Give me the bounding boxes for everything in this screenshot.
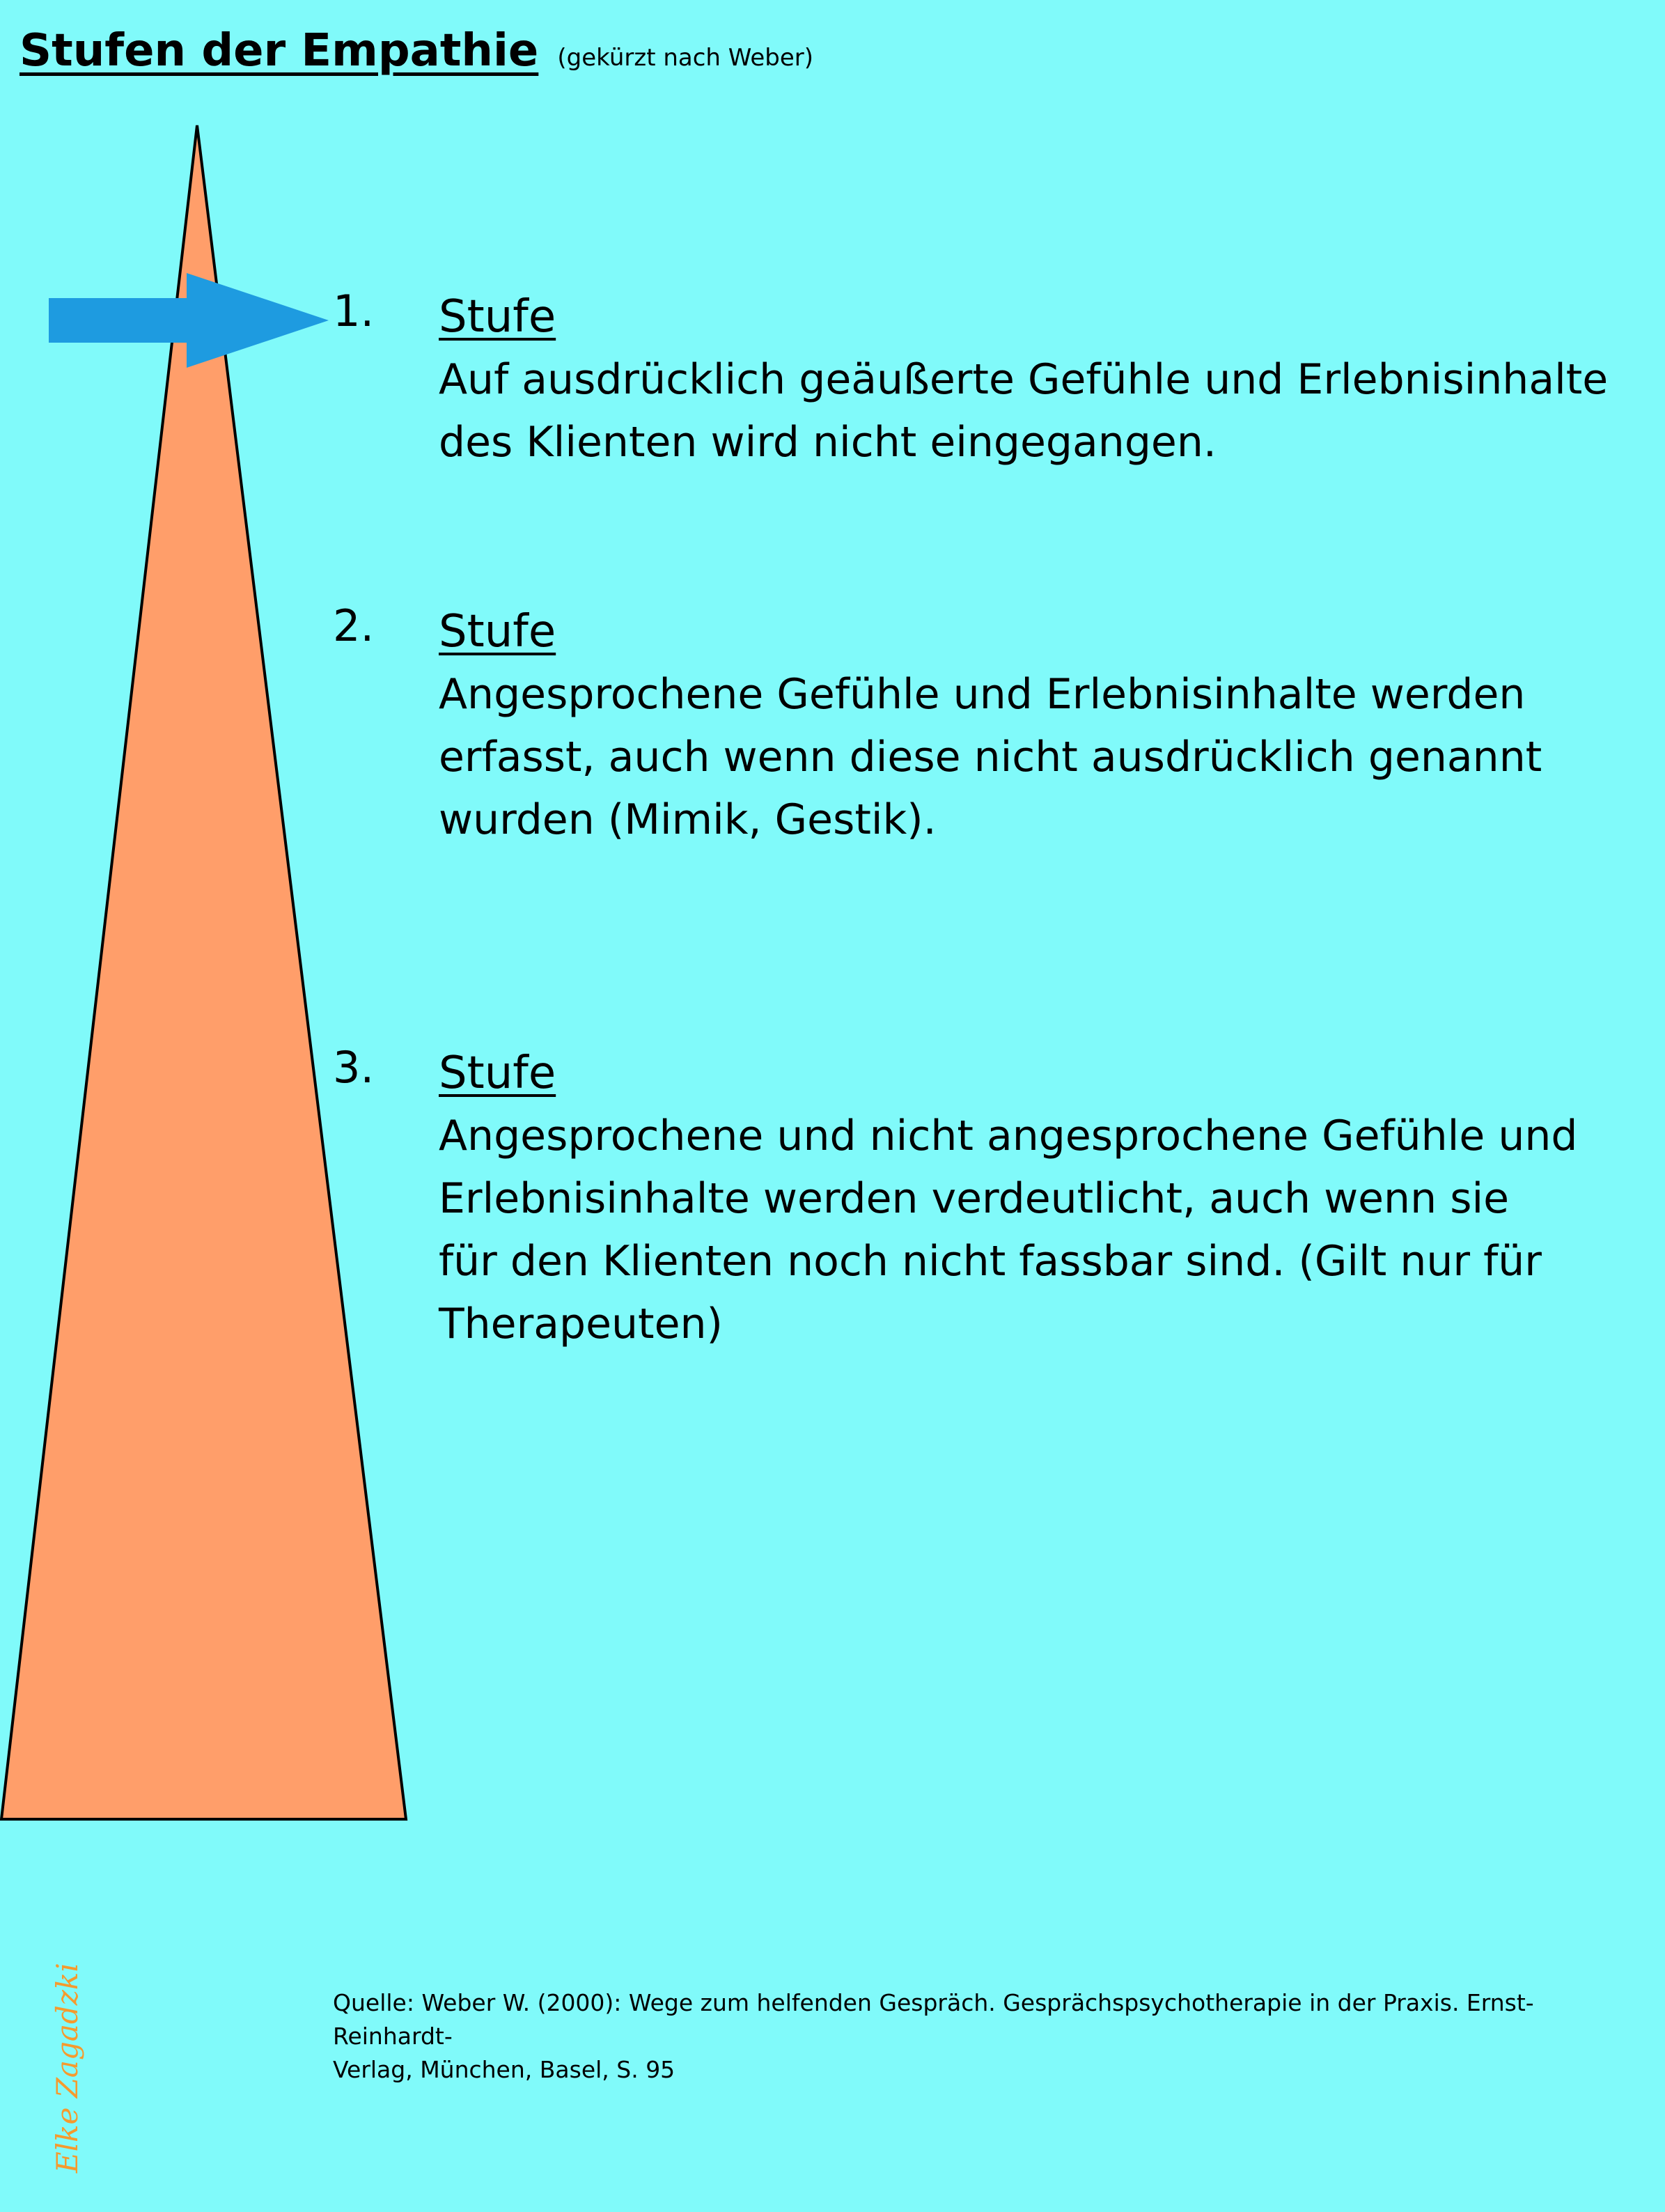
source-citation	[333, 1986, 1642, 2087]
step-line: des Klienten wird nicht eingegangen.	[439, 418, 1217, 467]
source-line: Quelle: Weber W. (2000): Wege zum helfenden Gespräch. Gesprächspsychotherapie in der Praxis. Ernst-Reinhardt-	[333, 1989, 1534, 2050]
step-number: 3.	[333, 1042, 375, 1093]
step-number: 2.	[333, 600, 375, 651]
step-line: wurden (Mimik, Gestik).	[439, 795, 937, 844]
step-line: Angesprochene Gefühle und Erlebnisinhalte werden	[439, 670, 1526, 719]
step-line: Auf ausdrücklich geäußerte Gefühle und Erlebnisinhalte	[439, 355, 1609, 404]
empathy-triangle	[1, 125, 406, 1819]
step-number: 1.	[333, 286, 375, 336]
step-line: für den Klienten noch nicht fassbar sind. (Gilt nur für	[439, 1237, 1542, 1286]
step-heading: Stufe	[439, 291, 556, 343]
step-heading: Stufe	[439, 1047, 556, 1099]
current-level-arrow-icon	[49, 273, 329, 368]
author-signature: Elke Zagadzki	[50, 1963, 84, 2173]
step-line: Therapeuten)	[439, 1300, 723, 1348]
source-line: Verlag, München, Basel, S. 95	[333, 2056, 675, 2083]
step-heading: Stufe	[439, 606, 556, 657]
page-subtitle: (gekürzt nach Weber)	[557, 44, 814, 72]
page-title: Stufen der Empathie	[19, 25, 539, 77]
step-line: Angesprochene und nicht angesprochene Gefühle und	[439, 1112, 1578, 1160]
step-line: Erlebnisinhalte werden verdeutlicht, auch wenn sie	[439, 1174, 1510, 1223]
step-line: erfasst, auch wenn diese nicht ausdrücklich genannt	[439, 733, 1542, 781]
